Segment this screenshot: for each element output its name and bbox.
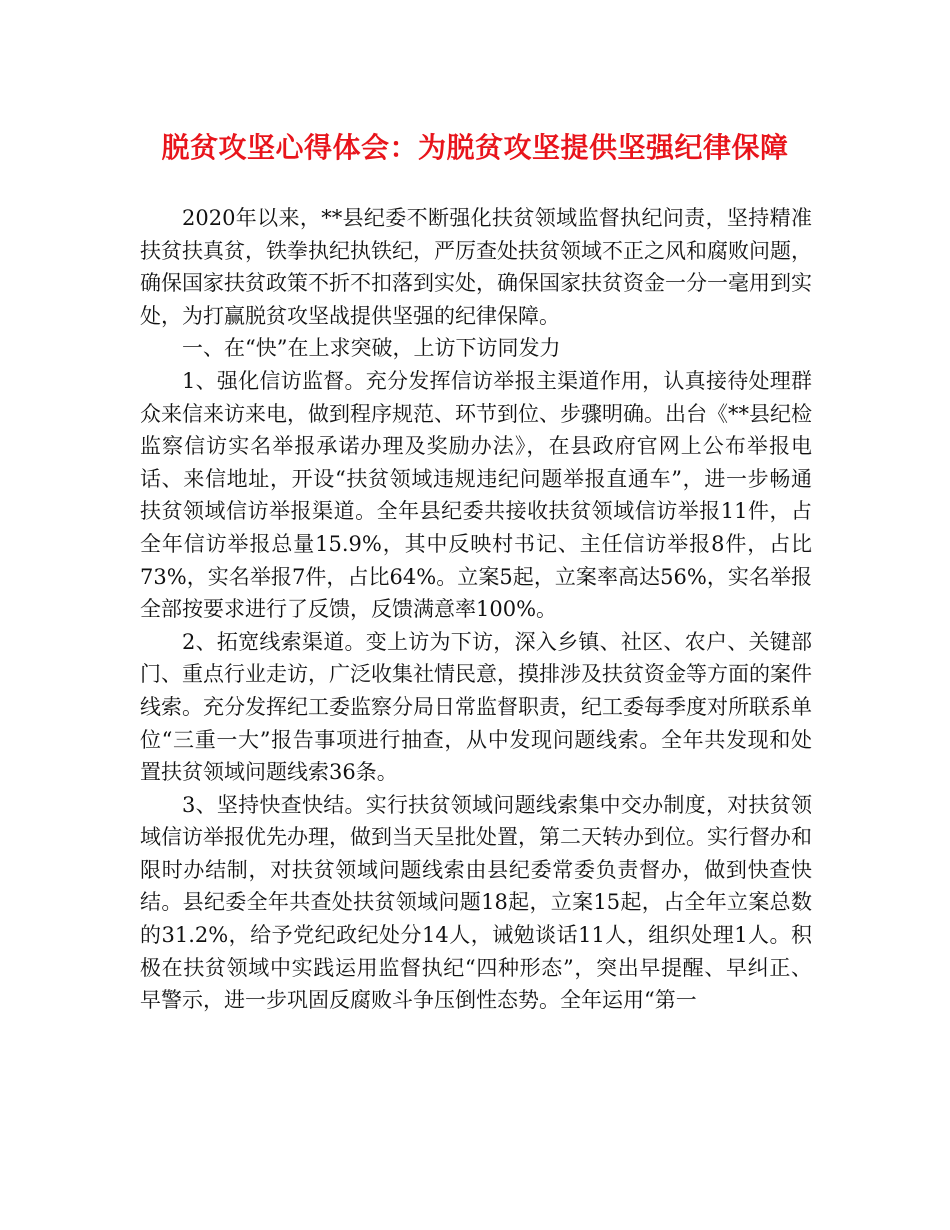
paragraph-item-1: 1、强化信访监督。充分发挥信访举报主渠道作用，认真接待处理群众来信来访来电，做到程序规范、环节到位、步骤明确。出台《**县纪检监察信访实名举报承诺办理及奖励办法》，在县政府官网上公布举报电话、来信地址，开设“扶贫领域违规违纪问题举报直通车”，进一步畅通扶贫领域信访举报渠道。全年县纪委共接收扶贫领域信访举报11件，占全年信访举报总量15.9%，其中反映村书记、主任信访举报8件，占比73%，实名举报7件，占比64%。立案5起，立案率高达56%，实名举报全部按要求进行了反馈，反馈满意率100%。 (140, 368, 812, 622)
section-heading: 一、在“快”在上求突破，上访下访同发力 (182, 336, 561, 361)
paragraph-item-3: 3、坚持快查快结。实行扶贫领域问题线索集中交办制度，对扶贫领域信访举报优先办理，做到当天呈批处置，第二天转办到位。实行督办和限时办结制，对扶贫领域问题线索由县纪委常委负责督办，做到快查快结。县纪委全年共查处扶贫领域问题18起，立案15起，占全年立案总数的31.2%，给予党纪政纪处分14人，诫勉谈话11人，组织处理1人。积极在扶贫领域中实践运用监督执纪“四种形态”，突出早提醒、早纠正、早警示，进一步巩固反腐败斗争压倒性态势。全年运用“第一 (140, 792, 812, 1013)
paragraph-intro: 2020年以来，**县纪委不断强化扶贫领域监督执纪问责，坚持精准扶贫扶真贫，铁拳执纪执铁纪，严厉查处扶贫领域不正之风和腐败问题，确保国家扶贫政策不折不扣落到实处，确保国家扶贫资金一分一毫用到实处，为打赢脱贫攻坚战提供坚强的纪律保障。 (140, 206, 812, 328)
document-title: 脱贫攻坚心得体会：为脱贫攻坚提供坚强纪律保障 (161, 131, 789, 164)
document-body (140, 202, 812, 1017)
paragraph-item-2: 2、拓宽线索渠道。变上访为下访，深入乡镇、社区、农户、关键部门、重点行业走访，广泛收集社情民意，摸排涉及扶贫资金等方面的案件线索。充分发挥纪工委监察分局日常监督职责，纪工委每季度对所联系单位“三重一大”报告事项进行抽查，从中发现问题线索。全年共发现和处置扶贫领域问题线索36条。 (140, 629, 812, 785)
